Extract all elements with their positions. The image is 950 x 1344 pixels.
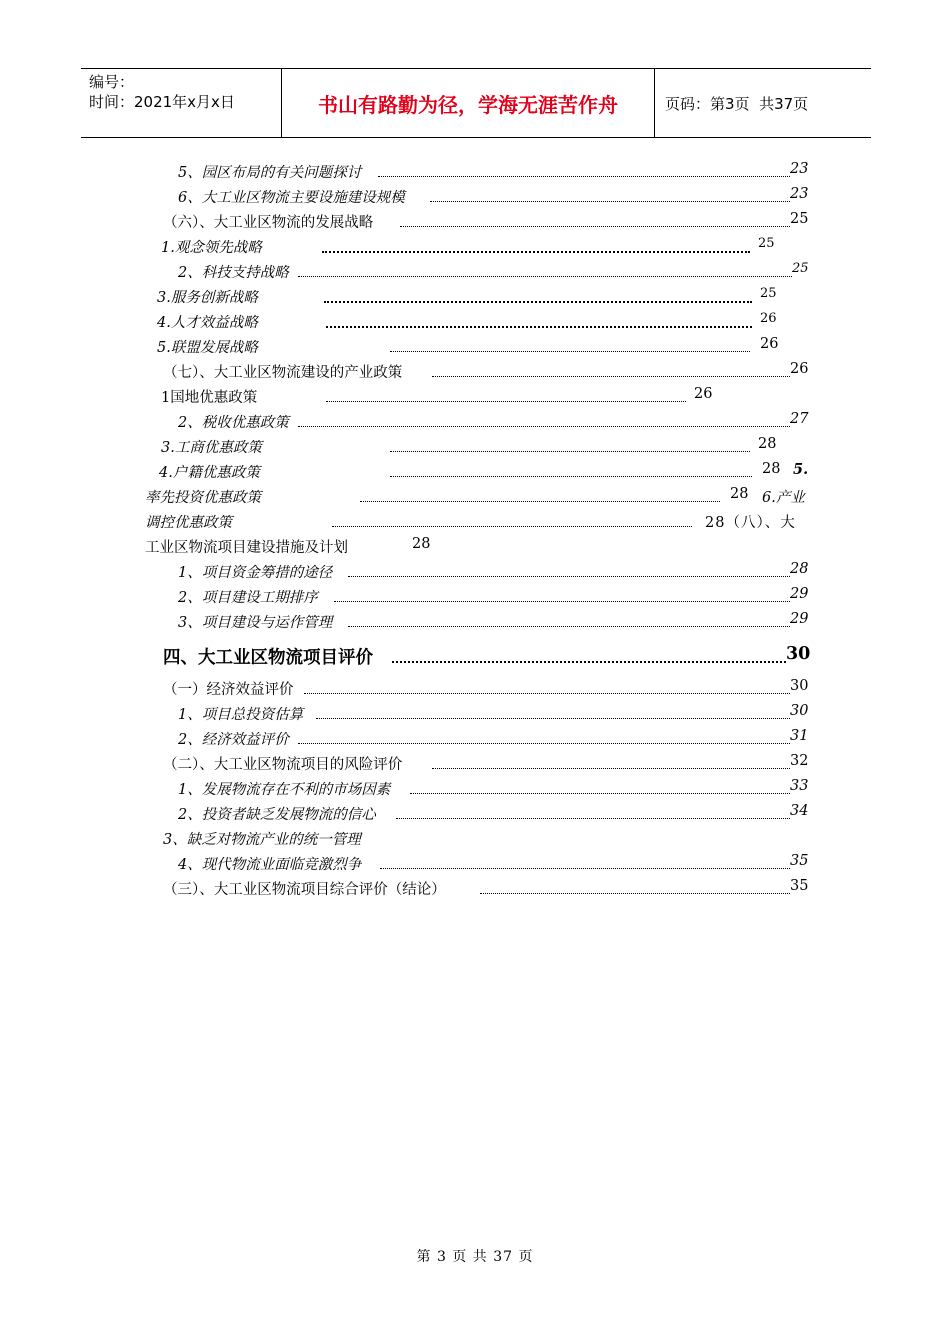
toc-entry-page: 27 [790, 411, 809, 427]
toc-entry[interactable] [0, 853, 950, 875]
toc-leader [332, 520, 692, 527]
toc-entry-page: 28（八）、大 [705, 515, 796, 531]
toc-entry-page: 26 [694, 386, 713, 402]
toc-entry-title: 2、经济效益评价 [178, 732, 289, 748]
header-divider [654, 69, 655, 137]
toc-entry-title: 3、缺乏对物流产业的统一管理 [163, 832, 361, 848]
toc-entry-page: 25 [760, 286, 777, 301]
toc-entry-title: 1、项目总投资估算 [178, 707, 304, 723]
toc-entry-page: 35 [790, 853, 809, 869]
toc-leader [396, 812, 790, 819]
toc-entry-continuation: 6.产业 [762, 490, 805, 506]
toc-entry-page: 28 [790, 561, 809, 577]
toc-entry-page: 32 [790, 753, 809, 769]
toc-entry-page: 30 [786, 644, 811, 664]
toc-leader [432, 370, 790, 377]
toc-entry[interactable] [0, 211, 950, 233]
toc-entry[interactable] [0, 611, 950, 633]
toc-entry[interactable] [0, 678, 950, 700]
header-page-info: 页码：第3页 共37页 [665, 95, 809, 113]
toc-entry[interactable] [0, 386, 950, 408]
toc-leader [378, 170, 790, 177]
page-footer: 第 3 页 共 37 页 [416, 1249, 534, 1265]
toc-entry[interactable] [0, 286, 950, 308]
toc-entry-title: 5、园区布局的有关问题探讨 [178, 165, 362, 181]
toc-entry-title: 1国地优惠政策 [161, 390, 258, 406]
toc-leader [360, 495, 720, 502]
toc-entry-page: 25 [792, 261, 809, 276]
toc-entry[interactable] [0, 486, 950, 508]
toc-entry-page: 23 [790, 161, 809, 177]
toc-entry-page: 28 [758, 436, 777, 452]
toc-entry[interactable] [0, 511, 950, 533]
toc-entry-page: 30 [790, 678, 809, 694]
toc-leader [322, 245, 750, 253]
toc-entry-page: 34 [790, 803, 809, 819]
toc-entry-page: 30 [790, 703, 809, 719]
toc-entry[interactable] [0, 186, 950, 208]
toc-entry-title: 3.工商优惠政策 [161, 440, 262, 456]
toc-leader [390, 470, 752, 477]
toc-leader [334, 595, 790, 602]
toc-entry[interactable] [0, 411, 950, 433]
toc-entry[interactable] [0, 311, 950, 333]
toc-entry[interactable] [0, 828, 950, 850]
toc-leader [348, 620, 790, 627]
toc-entry-page: 31 [790, 728, 809, 744]
toc-entry[interactable] [0, 561, 950, 583]
toc-entry-title: 2、税收优惠政策 [178, 415, 289, 431]
toc-entry-page: 26 [760, 336, 779, 352]
toc-entry[interactable] [0, 728, 950, 750]
header-meta [89, 72, 235, 112]
toc-entry-page: 33 [790, 778, 809, 794]
toc-leader [392, 655, 786, 663]
toc-entry-page: 28 [730, 486, 749, 502]
toc-entry[interactable] [0, 703, 950, 725]
toc-entry[interactable] [0, 753, 950, 775]
time-label: 时间：2021年x月x日 [89, 93, 235, 111]
toc-entry[interactable] [0, 586, 950, 608]
toc-entry-title: 四、大工业区物流项目评价 [163, 648, 373, 668]
toc-entry[interactable] [0, 536, 950, 558]
toc-leader [298, 737, 790, 744]
toc-entry-title: 率先投资优惠政策 [145, 490, 261, 506]
toc-leader [400, 220, 790, 227]
toc-entry-title: 2、科技支持战略 [178, 265, 289, 281]
toc-entry-page: 35 [790, 878, 809, 894]
toc-leader [316, 712, 790, 719]
toc-entry-title: 5.联盟发展战略 [157, 340, 258, 356]
toc-entry[interactable] [0, 461, 950, 483]
toc-leader [348, 570, 790, 577]
toc-entry-title: （六）、大工业区物流的发展战略 [163, 215, 374, 231]
toc-entry[interactable] [0, 436, 950, 458]
toc-entry-continuation: 5. [793, 461, 809, 478]
toc-entry-page: 28 [762, 461, 781, 477]
toc-leader [326, 320, 752, 328]
toc-entry[interactable] [0, 336, 950, 358]
toc-entry[interactable] [0, 878, 950, 900]
toc-entry-title: （三）、大工业区物流项目综合评价（结论） [163, 882, 446, 898]
toc-entry-page: 28 [412, 536, 431, 552]
toc-leader [390, 345, 750, 352]
toc-leader [410, 787, 790, 794]
toc-entry-title: 工业区物流项目建设措施及计划 [145, 540, 348, 556]
toc-entry-page: 26 [760, 311, 777, 326]
toc-leader [380, 862, 790, 869]
toc-leader [480, 887, 790, 894]
toc-leader [326, 395, 686, 402]
toc-entry-page: 26 [790, 361, 809, 377]
toc-leader [304, 687, 790, 694]
toc-entry-title: 6、大工业区物流主要设施建设规模 [178, 190, 405, 206]
toc-leader [430, 195, 790, 202]
toc-chapter-entry[interactable] [0, 644, 950, 670]
toc-entry-page: 23 [790, 186, 809, 202]
toc-entry-page: 29 [790, 611, 809, 627]
toc-leader [298, 420, 790, 427]
toc-leader [298, 270, 792, 277]
toc-entry-title: 1、项目资金筹措的途径 [178, 565, 333, 581]
toc-entry[interactable] [0, 236, 950, 258]
header-motto: 书山有路勤为径，学海无涯苦作舟 [318, 92, 618, 117]
document-header [81, 68, 871, 138]
toc-entry-title: 3、项目建设与运作管理 [178, 615, 333, 631]
toc-entry-page: 25 [790, 211, 809, 227]
toc-entry-title: （二）、大工业区物流项目的风险评价 [163, 757, 403, 773]
toc-entry-title: 4.户籍优惠政策 [159, 465, 260, 481]
toc-entry[interactable] [0, 161, 950, 183]
number-label: 编号： [89, 73, 135, 91]
toc-entry-page: 25 [758, 236, 775, 251]
toc-leader [324, 295, 752, 303]
toc-entry-title: （一）经济效益评价 [163, 682, 294, 698]
toc-entry[interactable] [0, 778, 950, 800]
toc-entry-title: 1.观念领先战略 [161, 240, 262, 256]
toc-entry-title: 4、现代物流业面临竞激烈争 [178, 857, 362, 873]
toc-leader [432, 762, 790, 769]
toc-entry-title: 3.服务创新战略 [157, 290, 258, 306]
toc-entry-title: 2、投资者缺乏发展物流的信心 [178, 807, 376, 823]
toc-entry-title: 调控优惠政策 [145, 515, 232, 531]
toc-entry-title: 1、发展物流存在不利的市场因素 [178, 782, 391, 798]
toc-entry[interactable] [0, 803, 950, 825]
toc-entry[interactable] [0, 261, 950, 283]
toc-entry-page: 29 [790, 586, 809, 602]
toc-entry-title: （七）、大工业区物流建设的产业政策 [163, 365, 403, 381]
toc-entry[interactable] [0, 361, 950, 383]
toc-leader [390, 445, 750, 452]
toc-entry-title: 2、项目建设工期排序 [178, 590, 318, 606]
toc-entry-title: 4.人才效益战略 [157, 315, 258, 331]
